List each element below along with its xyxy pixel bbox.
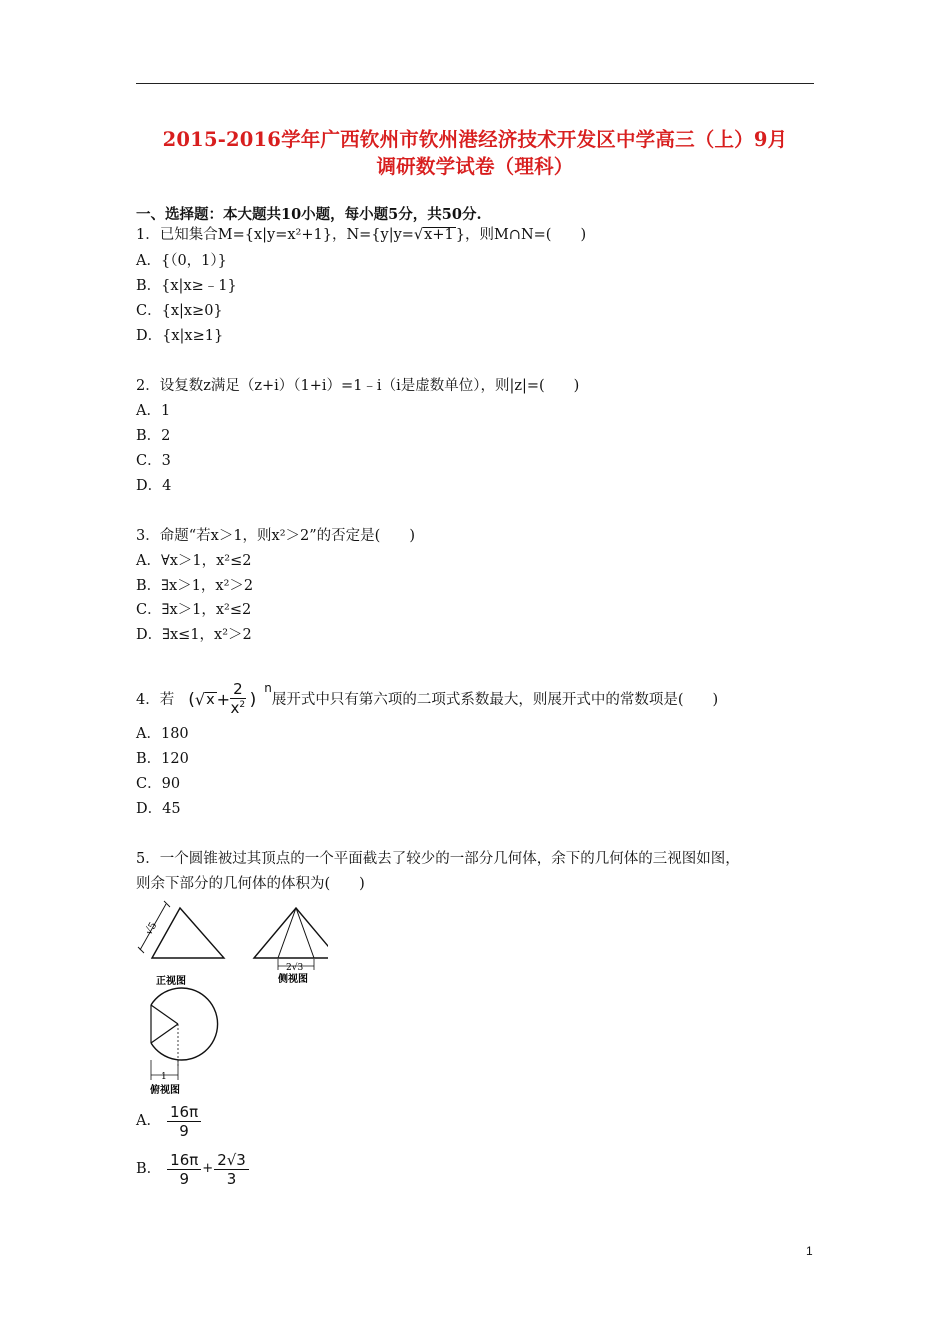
option-b-fraction-2 — [214, 1151, 249, 1188]
question-5-option-b — [136, 1146, 249, 1192]
question-4-option-a: A．180 — [136, 726, 189, 742]
page-number: 1 — [806, 1244, 813, 1258]
question-3-stem: 3．命题“若x＞1，则x²＞2”的否定是( ) — [136, 528, 415, 544]
question-4-prefix: 4．若 — [136, 692, 175, 708]
question-4-stem-text: 展开式中只有第六项的二项式系数最大，则展开式中的常数项是( ) — [271, 692, 719, 708]
page-title-line2: 调研数学试卷（理科） — [376, 155, 574, 178]
sqrt-sign: √ — [194, 690, 206, 709]
question-5-option-a — [136, 1098, 201, 1144]
question-5-stem-line2: 则余下部分的几何体的体积为( ) — [136, 876, 365, 892]
question-4-exponent: n — [264, 681, 272, 695]
front-view-dimension: √5 — [143, 920, 160, 937]
fraction-numerator: 16π — [167, 1151, 201, 1170]
side-view-caption: 侧视图 — [278, 974, 308, 985]
question-4-option-b: B．120 — [136, 751, 189, 767]
option-a-label: A． — [136, 1113, 161, 1129]
question-4-stem — [136, 676, 718, 724]
top-view-dimension: 1 — [161, 1072, 167, 1082]
option-b-fraction-1 — [167, 1151, 201, 1188]
question-3-option-a: A．∀x＞1，x²≤2 — [136, 553, 252, 569]
fraction-denominator: 9 — [179, 1121, 189, 1140]
close-paren: ) — [249, 690, 257, 710]
front-view-caption: 正视图 — [156, 976, 186, 987]
question-1-option-d: D．{x|x≥1} — [136, 328, 224, 344]
top-view — [150, 988, 218, 1096]
fraction-denominator: 3 — [226, 1169, 237, 1188]
question-3-option-b: B．∃x＞1，x²＞2 — [136, 578, 254, 594]
question-2-option-b: B．2 — [136, 428, 171, 444]
fraction-numerator: 16π — [167, 1103, 201, 1122]
question-1-stem-part2: }，则M∩N=( ) — [455, 227, 587, 243]
plus-sign: + — [202, 1161, 214, 1176]
question-4-radicand: x — [206, 692, 215, 708]
header-rule — [136, 83, 814, 84]
question-1-radicand: x+1 — [424, 227, 454, 243]
question-3-option-d: D．∃x≤1，x²＞2 — [136, 627, 252, 643]
front-view — [138, 901, 224, 987]
option-b-label: B． — [136, 1161, 162, 1177]
page-title-line1: 2015-2016学年广西钦州市钦州港经济技术开发区中学高三（上）9月 — [162, 128, 788, 151]
section-heading: 一、选择题：本大题共10小题，每小题5分，共50分. — [136, 206, 482, 223]
question-1-stem — [136, 226, 586, 244]
top-view-caption: 俯视图 — [150, 1085, 180, 1096]
question-3-option-c: C．∃x＞1，x²≤2 — [136, 602, 252, 618]
question-1-option-c: C．{x|x≥0} — [136, 303, 223, 319]
option-a-fraction — [167, 1103, 201, 1140]
fraction-numerator: 2 — [230, 680, 246, 699]
open-paren: ( — [188, 690, 195, 710]
question-2-stem: 2．设复数z满足（z+i）（1+i）=1﹣i（i是虚数单位），则|z|=( ) — [136, 378, 580, 394]
fraction-denominator — [231, 699, 246, 720]
fraction-numerator: 2√3 — [214, 1151, 249, 1170]
side-view — [254, 908, 328, 985]
plus-sign: + — [216, 690, 231, 709]
question-2-option-d: D．4 — [136, 478, 172, 494]
question-1-option-a: A．{（0，1）} — [136, 253, 227, 269]
side-view-dimension: 2√3 — [286, 963, 304, 973]
three-view-figure — [128, 900, 328, 1098]
denominator-exponent: 2 — [239, 700, 246, 710]
question-1-option-b: B．{x|x≥﹣1} — [136, 278, 237, 294]
sqrt-sign: √ — [413, 227, 424, 243]
fraction-denominator: 9 — [179, 1169, 189, 1188]
question-4-option-d: D．45 — [136, 801, 181, 817]
question-4-fraction — [230, 680, 246, 720]
question-5-stem-line1: 5．一个圆锥被过其顶点的一个平面截去了较少的一部分几何体，余下的几何体的三视图如图， — [136, 851, 740, 867]
denominator-base: x — [230, 699, 240, 717]
question-2-option-c: C．3 — [136, 453, 171, 469]
question-1-stem-part1: 1．已知集合M={x|y=x²+1}，N={y|y= — [136, 227, 414, 243]
question-2-option-a: A．1 — [136, 403, 171, 419]
question-4-option-c: C．90 — [136, 776, 181, 792]
